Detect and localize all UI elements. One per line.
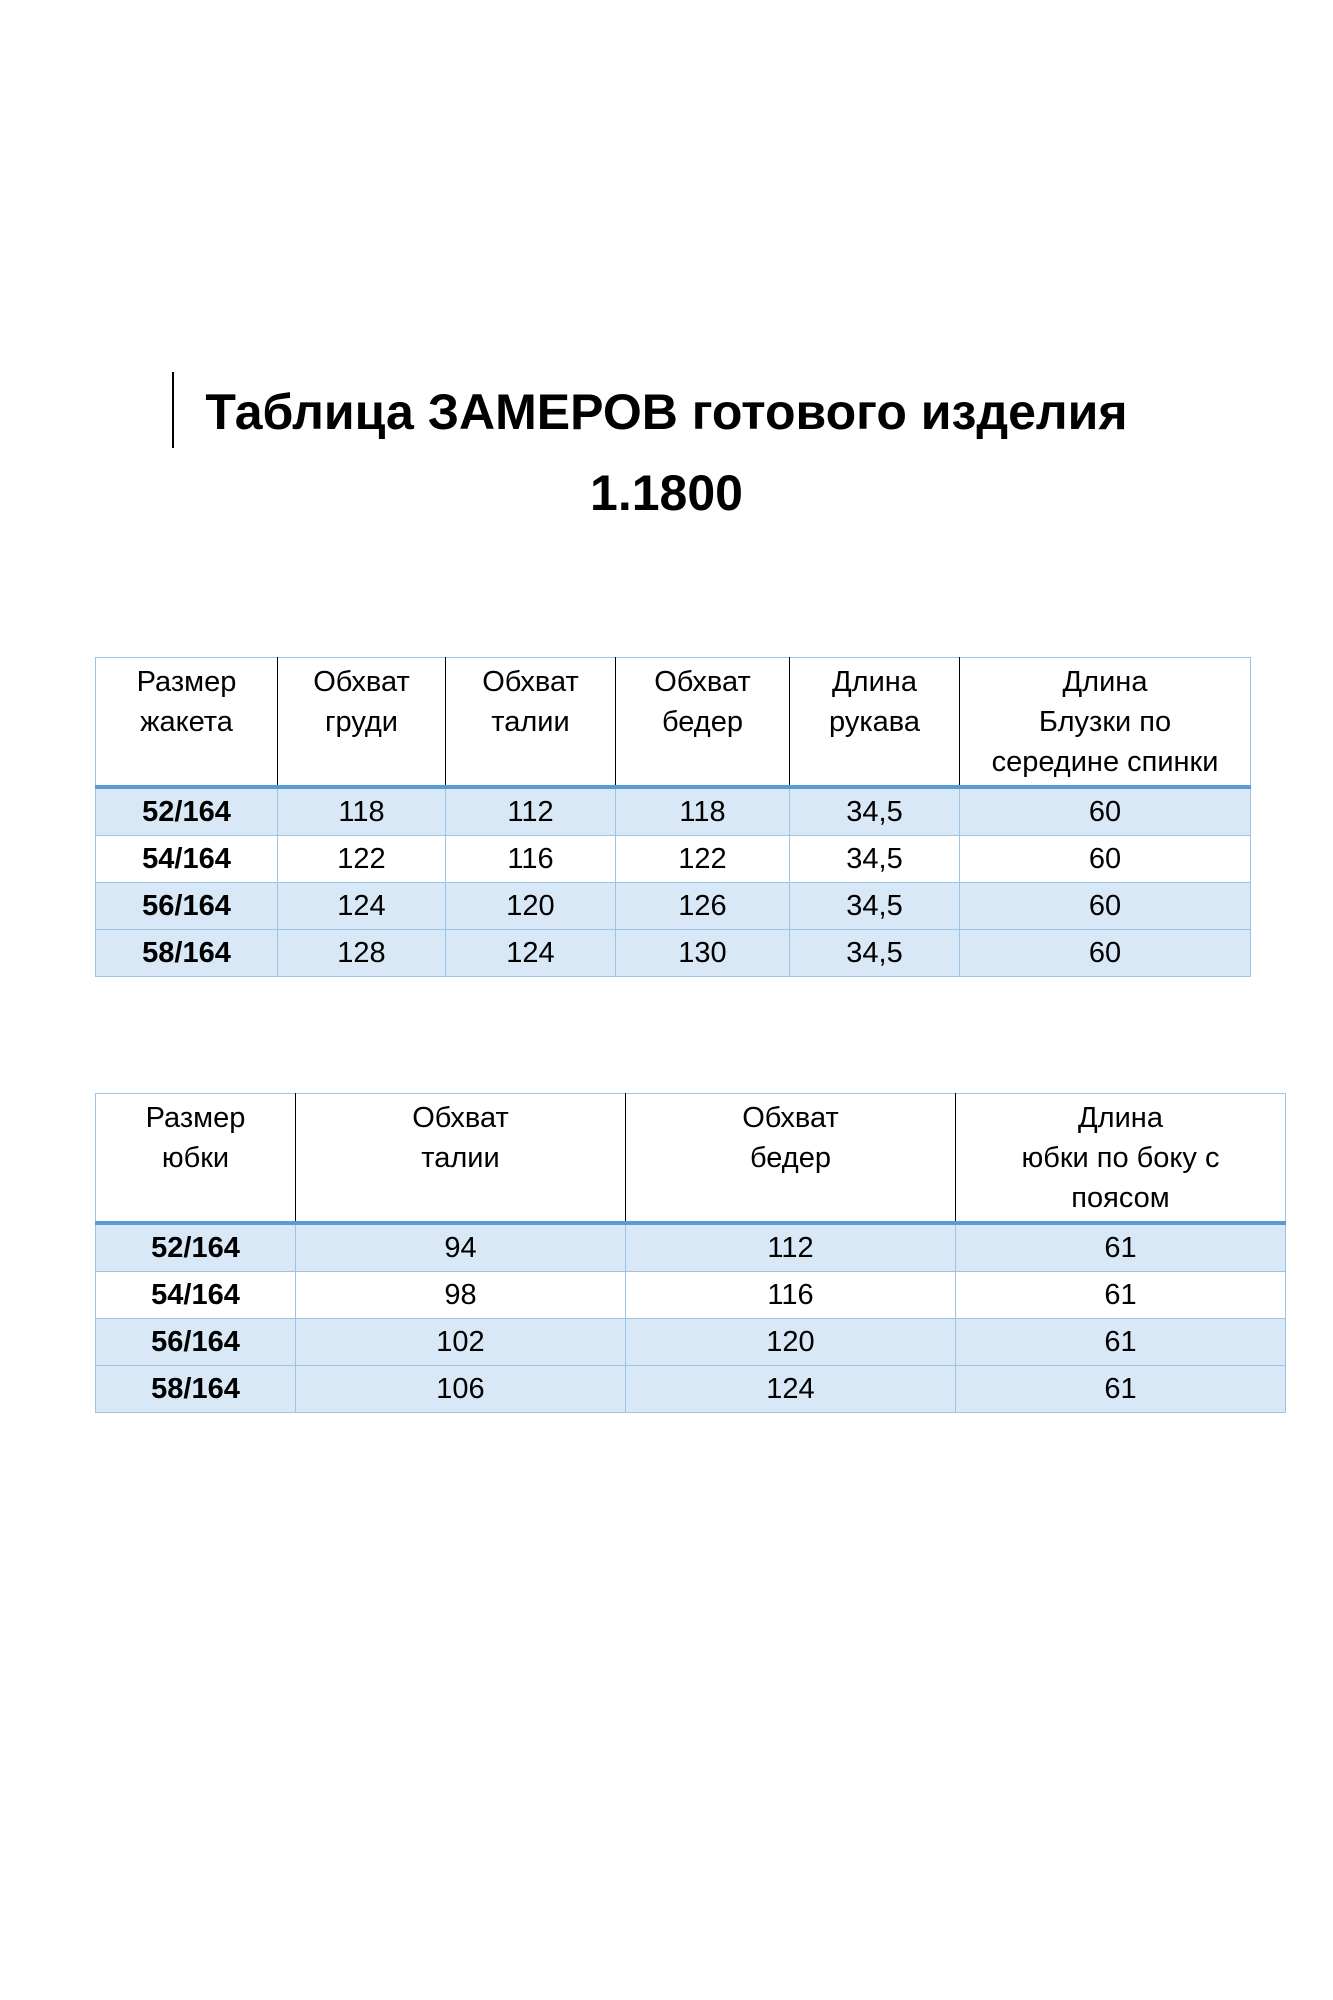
table-cell: 122 — [278, 836, 446, 883]
header-line: Обхват — [482, 666, 579, 698]
size-cell: 56/164 — [96, 1319, 296, 1366]
table-cell: 118 — [616, 787, 790, 836]
table-cell: 122 — [616, 836, 790, 883]
table-cell: 60 — [960, 787, 1251, 836]
header-line: груди — [324, 706, 399, 738]
size-cell: 52/164 — [96, 787, 278, 836]
header-cell-hips — [626, 1094, 956, 1224]
table-cell: 112 — [446, 787, 616, 836]
header-line: юбки — [161, 1142, 230, 1174]
table-row — [96, 883, 1251, 930]
header-line: рукава — [829, 706, 920, 738]
table-row — [96, 836, 1251, 883]
table-cell: 94 — [296, 1223, 626, 1272]
size-cell: 54/164 — [96, 1272, 296, 1319]
header-line: Длина — [1078, 1102, 1163, 1134]
table-cell: 61 — [956, 1272, 1286, 1319]
table-row — [96, 1272, 1286, 1319]
header-line: середине спинки — [991, 746, 1219, 778]
table-row — [96, 930, 1251, 977]
header-line: талии — [421, 1142, 500, 1174]
table-cell: 112 — [626, 1223, 956, 1272]
header-cell-waist — [296, 1094, 626, 1224]
table-cell: 116 — [446, 836, 616, 883]
header-line: Размер — [145, 1102, 246, 1134]
header-line: Длина — [1062, 666, 1148, 698]
table-cell: 118 — [278, 787, 446, 836]
table-cell: 128 — [278, 930, 446, 977]
table-row — [96, 1366, 1286, 1413]
jacket-measurements-table — [95, 657, 1251, 977]
table-cell: 124 — [446, 930, 616, 977]
table-cell: 106 — [296, 1366, 626, 1413]
table-header-row — [96, 1094, 1286, 1224]
size-cell: 52/164 — [96, 1223, 296, 1272]
header-cell-blouse-length — [960, 658, 1251, 788]
header-line: бедер — [662, 706, 743, 738]
size-cell: 58/164 — [96, 1366, 296, 1413]
header-line: Длина — [832, 666, 917, 698]
header-line: талии — [491, 706, 570, 738]
size-cell: 54/164 — [96, 836, 278, 883]
header-cell-chest — [278, 658, 446, 788]
header-line: Обхват — [412, 1102, 509, 1134]
table-cell: 60 — [960, 930, 1251, 977]
header-line: жакета — [140, 706, 233, 738]
header-cell-hips — [616, 658, 790, 788]
table-cell: 34,5 — [790, 787, 960, 836]
header-line: бедер — [750, 1142, 831, 1174]
table-row — [96, 787, 1251, 836]
table-cell: 60 — [960, 883, 1251, 930]
table-cell: 61 — [956, 1319, 1286, 1366]
header-cell-jacket-size — [96, 658, 278, 788]
table-row — [96, 1319, 1286, 1366]
header-line: Обхват — [313, 666, 410, 698]
table-cell: 102 — [296, 1319, 626, 1366]
table-cell: 120 — [446, 883, 616, 930]
size-cell: 58/164 — [96, 930, 278, 977]
size-cell: 56/164 — [96, 883, 278, 930]
header-cell-skirt-size — [96, 1094, 296, 1224]
table-row — [96, 1223, 1286, 1272]
table-cell: 34,5 — [790, 930, 960, 977]
skirt-measurements-table — [95, 1093, 1286, 1413]
table-cell: 34,5 — [790, 883, 960, 930]
table-cell: 98 — [296, 1272, 626, 1319]
header-line: Обхват — [654, 666, 751, 698]
table-header-row — [96, 658, 1251, 788]
table-cell: 34,5 — [790, 836, 960, 883]
header-line: Размер — [136, 666, 237, 698]
article-number: 1.1800 — [590, 465, 743, 521]
table-cell: 120 — [626, 1319, 956, 1366]
header-cell-sleeve-length — [790, 658, 960, 788]
header-line: Обхват — [742, 1102, 839, 1134]
table-cell: 124 — [626, 1366, 956, 1413]
document-title: Таблица ЗАМЕРОВ готового изделия — [205, 384, 1128, 440]
table-cell: 61 — [956, 1366, 1286, 1413]
table-cell: 124 — [278, 883, 446, 930]
table-cell: 61 — [956, 1223, 1286, 1272]
header-cell-waist — [446, 658, 616, 788]
table-cell: 60 — [960, 836, 1251, 883]
table-cell: 126 — [616, 883, 790, 930]
table-cell: 130 — [616, 930, 790, 977]
table-cell: 116 — [626, 1272, 956, 1319]
header-cell-skirt-length — [956, 1094, 1286, 1224]
header-line: юбки по боку с — [1021, 1142, 1220, 1174]
header-line: поясом — [1071, 1182, 1170, 1214]
header-line: Блузки по — [1038, 706, 1172, 738]
